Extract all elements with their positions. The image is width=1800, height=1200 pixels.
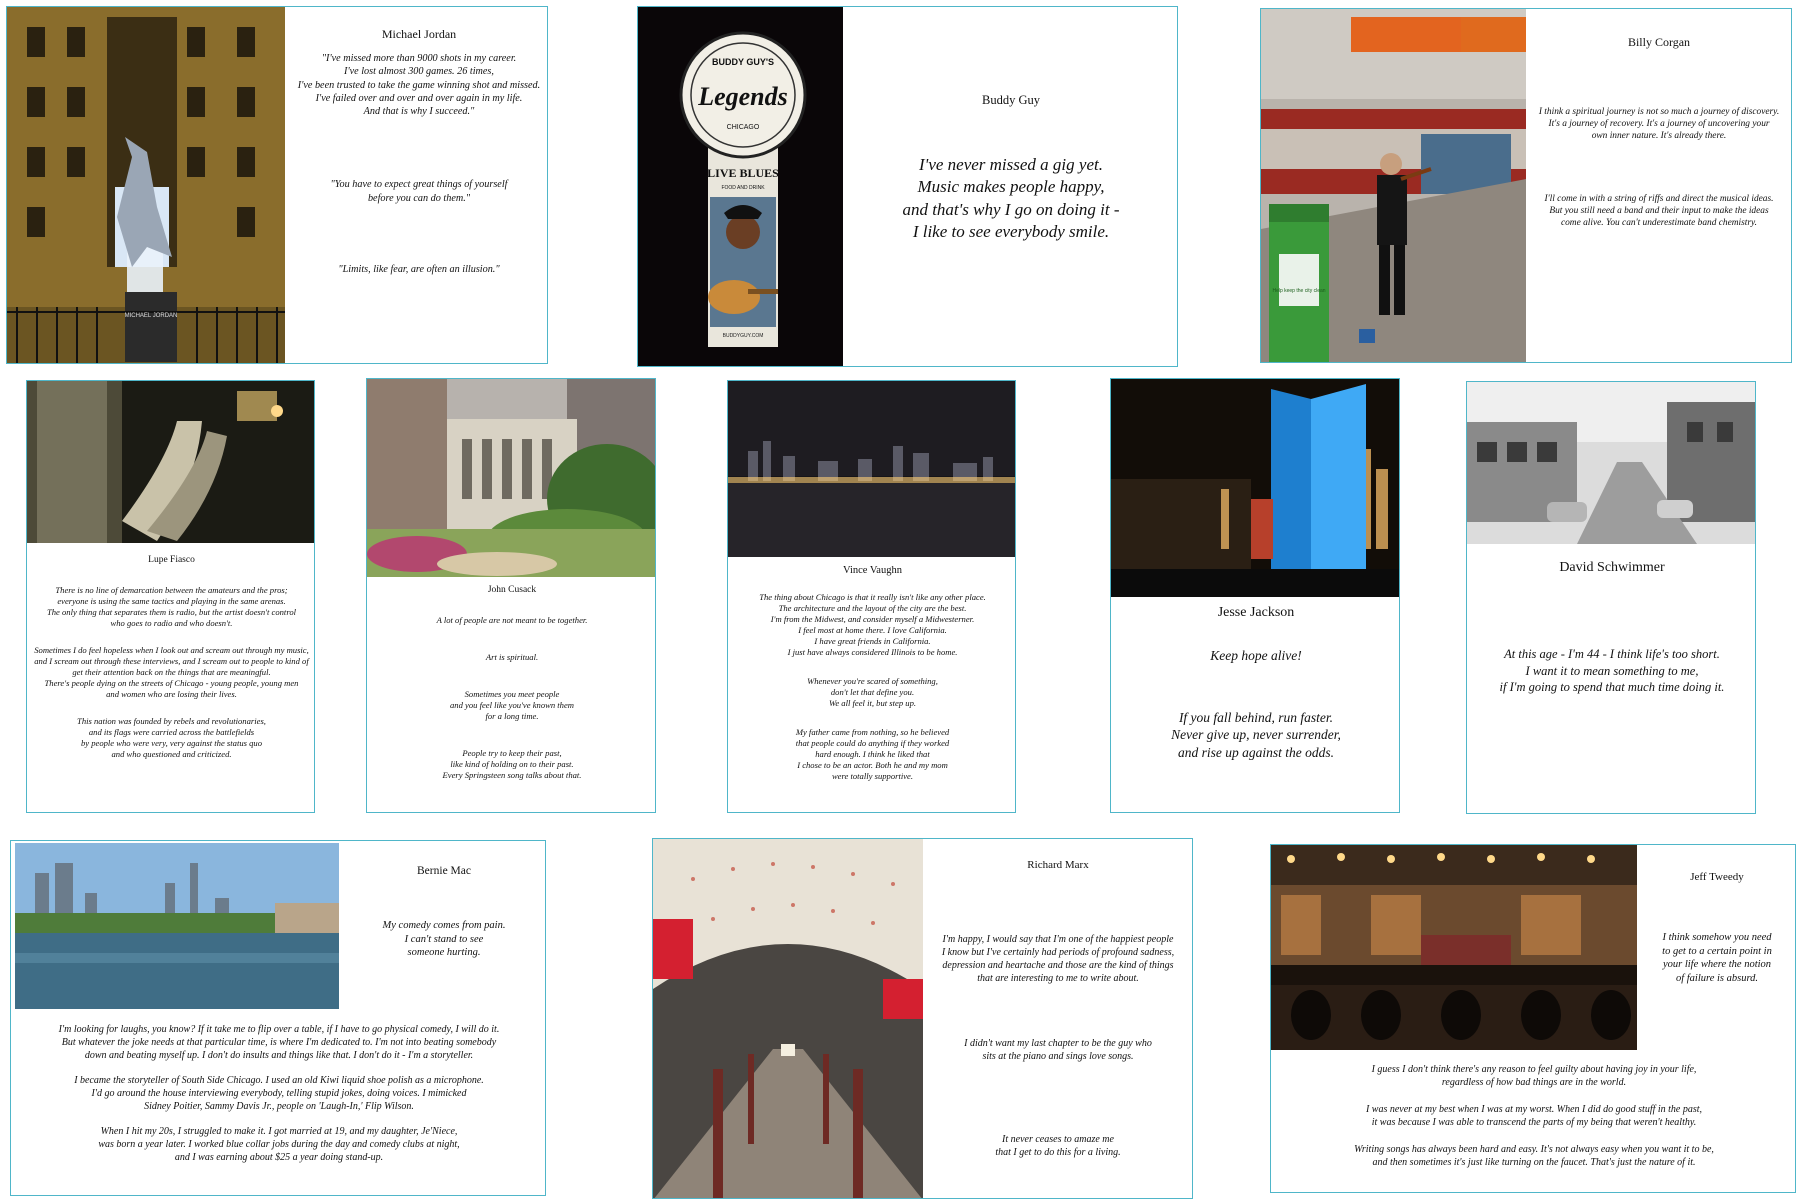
quote-author: Vince Vaughn [843,565,902,576]
quote-card-jeff-tweedy [1270,844,1796,1193]
quote-text: It never ceases to amaze me that I get to do this for a living. [995,1134,1121,1158]
quote-text: "You have to expect great things of yourself before you can do them." [330,179,508,204]
quote-text: If you fall behind, run faster. Never give up, never surrender, and rise up against the odds. [1171,709,1341,760]
quote-author: David Schwimmer [1559,560,1665,575]
quote-text: I'll come in with a string of riffs and direct the musical ideas. But you still need a band and their input to make the ideas come alive. You can't underestimate band chemistry. [1544,193,1774,229]
quote-text: "I've missed more than 9000 shots in my career. I've lost almost 300 games. 26 times, I've been trusted to take the game winning shot and missed. I've failed over and over and over again in my life. And that is why I succeed." [297,53,541,117]
sign-food-drink: FOOD AND DRINK [721,185,765,191]
quote-card-michael-jordan [6,6,548,364]
quote-card-vince-vaughn [727,380,1016,813]
quote-author: Buddy Guy [982,93,1040,107]
chicago-building-garden-photo [367,379,656,577]
quote-text: At this age - I'm 44 - I think life's too short. I want it to mean something to me, if I'm going to spend that much time doing it. [1499,647,1725,695]
subway-tunnel-photo [653,839,923,1199]
quote-text: I'm happy, I would say that I'm one of the happiest people I know but I've certainly had periods of profound sadness, depression and heartache and those are the kind of things that are interesting to me to write about. [941,934,1175,984]
quote-card-buddy-guy [637,6,1178,367]
recycle-bin-label: Help keep the city clean [1272,288,1326,294]
quote-text: Sometimes you meet people and you feel like you've known them for a long time. [449,689,574,721]
quote-card-jesse-jackson [1110,378,1400,813]
quote-card-billy-corgan [1260,8,1792,363]
quote-text: Sometimes I do feel hopeless when I look out and scream out through my music, and I scream out through these interviews, and I scream out to people to kind of get their attention back on the things that are meaningful. There's people dying on the streets of Chicago - young people, young men and women who are losing their lives. [34,645,309,699]
quote-author: Richard Marx [1027,859,1089,871]
quote-text: I became the storyteller of South Side Chicago. I used an old Kiwi liquid shoe polish as a microphone. I'd go around the house interviewing everybody, telling stupid jokes, doing voices. I mimicked Sidney Poitier, Sammy Davis Jr., people on 'Laugh-In,' Flip Wilson. [74,1075,484,1112]
waterfall-wall-photo [27,381,315,543]
quote-author: Jesse Jackson [1217,605,1295,620]
quote-text: "Limits, like fear, are often an illusion." [338,263,500,275]
quote-text: There is no line of demarcation between the amateurs and the pros; everyone is using the same tactics and playing in the same arenas. The only thing that separates them is radio, but the artist doesn't control who goes to radio and who doesn't. [46,585,297,628]
crown-fountain-photo [1111,379,1400,597]
quote-author: Michael Jordan [381,27,457,41]
quote-author: Billy Corgan [1627,35,1691,49]
buddy-guy-legends-sign-photo [638,7,843,367]
quote-author: Bernie Mac [417,865,471,877]
quote-text: I think a spiritual journey is not so much a journey of discovery. It's a journey of recovery. It's a journey of uncovering your own inner nature. It's already there. [1538,107,1780,142]
subway-violinist-photo [1261,9,1526,363]
quote-text: I'm looking for laughs, you know? If it take me to flip over a table, if I have to go physical comedy, I will do it. But whatever the joke needs at that particular time, is where I'm dedicated to. I'm not into beating somebody down and beating myself up. I don't do insults and things like that. I don't do it - I'm a storyteller. [58,1024,500,1061]
quote-text: The thing about Chicago is that it really isn't like any other place. The architecture and the layout of the city are the best. I'm from the Midwest, and consider myself a Midwesterner. I feel most at home there. I love California. I have great friends in California. I just have always considered Illinois to be home. [759,592,986,657]
quote-text: I guess I don't think there's any reason to feel guilty about having joy in your life, regardless of how bad things are in the world. [1371,1064,1697,1088]
quote-text: I was never at my best when I was at my worst. When I did do good stuff in the past, it was because I was able to transcend the parts of my being that weren't healthy. [1365,1104,1703,1128]
quote-text: Keep hope alive! [1210,648,1302,663]
quote-text: Writing songs has always been hard and easy. It's not always easy when you want it to be, and then sometimes it's just like turning on the faucet. That's just the nature of it. [1354,1144,1714,1168]
quote-card-lupe-fiasco [26,380,315,813]
quote-text: Whenever you're scared of something, don't let that define you. We all feel it, but step up. [807,676,938,708]
michael-jordan-statue-photo [7,7,285,364]
sign-top-text: BUDDY GUY'S [712,57,774,67]
quote-text: I've never missed a gig yet. Music makes people happy, and that's why I go on doing it - I like to see everybody smile. [902,155,1120,242]
quote-text: I didn't want my last chapter to be the guy who sits at the piano and sings love songs. [964,1038,1152,1062]
sign-sub-text: CHICAGO [726,124,760,131]
quote-text: This nation was founded by rebels and revolutionaries, and its flags were carried across the battlefields by people who were very, very against the status quo and who questioned and criticized. [77,716,266,759]
quote-card-bernie-mac [10,840,546,1196]
quote-text: My comedy comes from pain. I can't stand to see someone hurting. [382,920,506,959]
quote-card-john-cusack [366,378,656,813]
quote-text: A lot of people are not meant to be together. [436,615,588,625]
quote-author: Jeff Tweedy [1690,871,1744,883]
statue-plaque-text: MICHAEL JORDAN [124,313,178,319]
night-skyline-lake-photo [728,381,1016,557]
street-black-white-photo [1467,382,1756,544]
bar-interior-photo [1271,845,1637,1050]
quote-author: Lupe Fiasco [148,555,195,565]
quote-card-richard-marx [652,838,1193,1199]
quote-card-david-schwimmer [1466,381,1756,814]
sign-website: BUDDYGUY.COM [722,333,764,339]
river-skyline-photo [15,843,339,1009]
quote-text: Art is spiritual. [485,652,539,662]
quote-author: John Cusack [487,585,537,595]
quote-text: When I hit my 20s, I struggled to make it. I got married at 19, and my daughter, Je'Niece, was born a year later. I worked blue collar jobs during the day and comedy clubs at night, and I was earning about $25 a year doing stand-up. [98,1126,460,1163]
quote-text: I think somehow you need to get to a certain point in your life where the notion of failure is absurd. [1662,932,1772,984]
quote-text: My father came from nothing, so he believed that people could do anything if they worked hard enough. I think he liked that I chose to be an actor. Both he and my mom were totally supportive. [795,727,950,781]
sign-live-blues: LIVE BLUES [707,166,779,180]
quote-text: People try to keep their past, like kind of holding on to their past. Every Springsteen song talks about that. [442,748,582,780]
sign-main-text: Legends [698,82,788,111]
